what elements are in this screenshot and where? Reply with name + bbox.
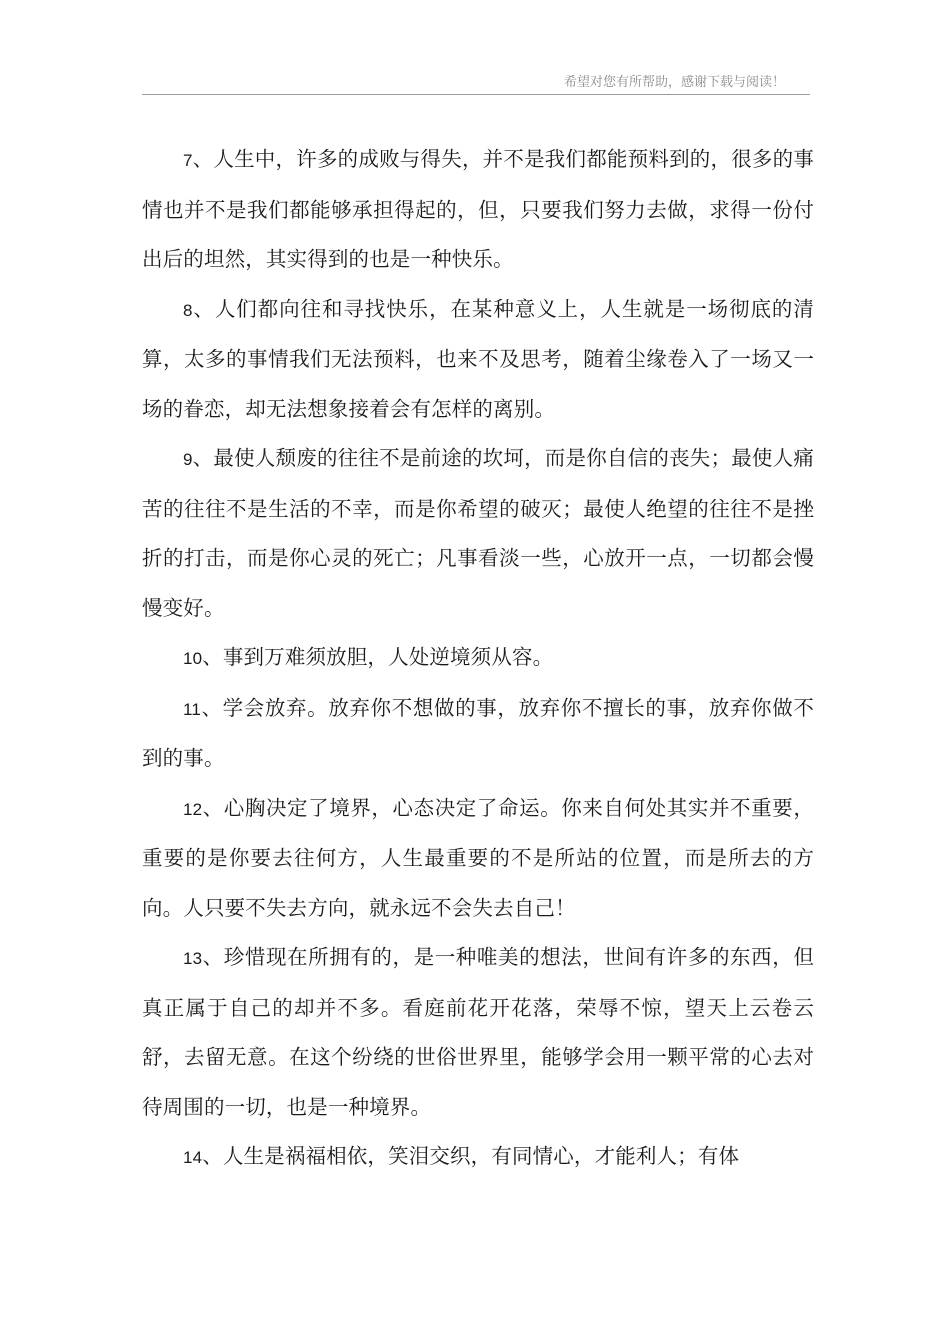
paragraph-text: 、学会放弃。放弃你不想做的事，放弃你不擅长的事，放弃你做不到的事。 (142, 695, 814, 770)
paragraph-7 (142, 135, 814, 285)
paragraph-text: 、珍惜现在所拥有的，是一种唯美的想法，世间有许多的东西，但真正属于自己的却并不多。看庭前花开花落，荣辱不惊，望天上云卷云舒，去留无意。在这个纷绕的世俗世界里，能够学会用一颗平常的心去对待周围的一切，也是一种境界。 (142, 945, 814, 1119)
paragraph-9 (142, 434, 814, 633)
paragraph-8 (142, 285, 814, 435)
paragraph-11 (142, 684, 814, 784)
paragraph-number: 11 (183, 699, 201, 719)
paragraph-text: 、事到万难须放胆，人处逆境须从容。 (202, 645, 554, 669)
header-divider (142, 94, 810, 95)
paragraph-number: 14 (183, 1148, 203, 1167)
paragraph-text: 、人生中，许多的成败与得失，并不是我们都能预料到的，很多的事情也并不是我们都能够承担得起的，但，只要我们努力去做，求得一份付出后的坦然，其实得到的也是一种快乐。 (142, 147, 814, 271)
paragraph-14 (142, 1132, 814, 1183)
paragraph-13 (142, 933, 814, 1132)
paragraph-number: 12 (183, 799, 203, 819)
paragraph-number: 7 (183, 151, 193, 170)
document-body (142, 135, 814, 1183)
paragraph-number: 8 (183, 300, 193, 320)
paragraph-10 (142, 633, 814, 684)
paragraph-text: 、最使人颓废的往往不是前途的坎坷，而是你自信的丧失；最使人痛苦的往往不是生活的不幸，而是你希望的破灭；最使人绝望的往往不是挫折的打击，而是你心灵的死亡；凡事看淡一些，心放开一点，一切都会慢慢变好。 (142, 446, 814, 620)
paragraph-number: 10 (183, 649, 203, 668)
paragraph-text: 、人们都向往和寻找快乐，在某种意义上，人生就是一场彻底的清算，太多的事情我们无法预料，也来不及思考，随着尘缘卷入了一场又一场的眷恋，却无法想象接着会有怎样的离别。 (142, 296, 814, 421)
paragraph-number: 13 (183, 949, 203, 968)
paragraph-text: 、人生是祸福相依，笑泪交织，有同情心，才能利人；有体 (202, 1144, 740, 1168)
header-note: 希望对您有所帮助，感谢下载与阅读！ (564, 75, 786, 90)
paragraph-number: 9 (183, 450, 193, 469)
paragraph-12 (142, 784, 814, 934)
paragraph-text: 、心胸决定了境界，心态决定了命运。你来自何处其实并不重要，重要的是你要去往何方，人生最重要的不是所站的位置，而是所去的方向。人只要不失去方向，就永远不会失去自己！ (142, 795, 814, 920)
